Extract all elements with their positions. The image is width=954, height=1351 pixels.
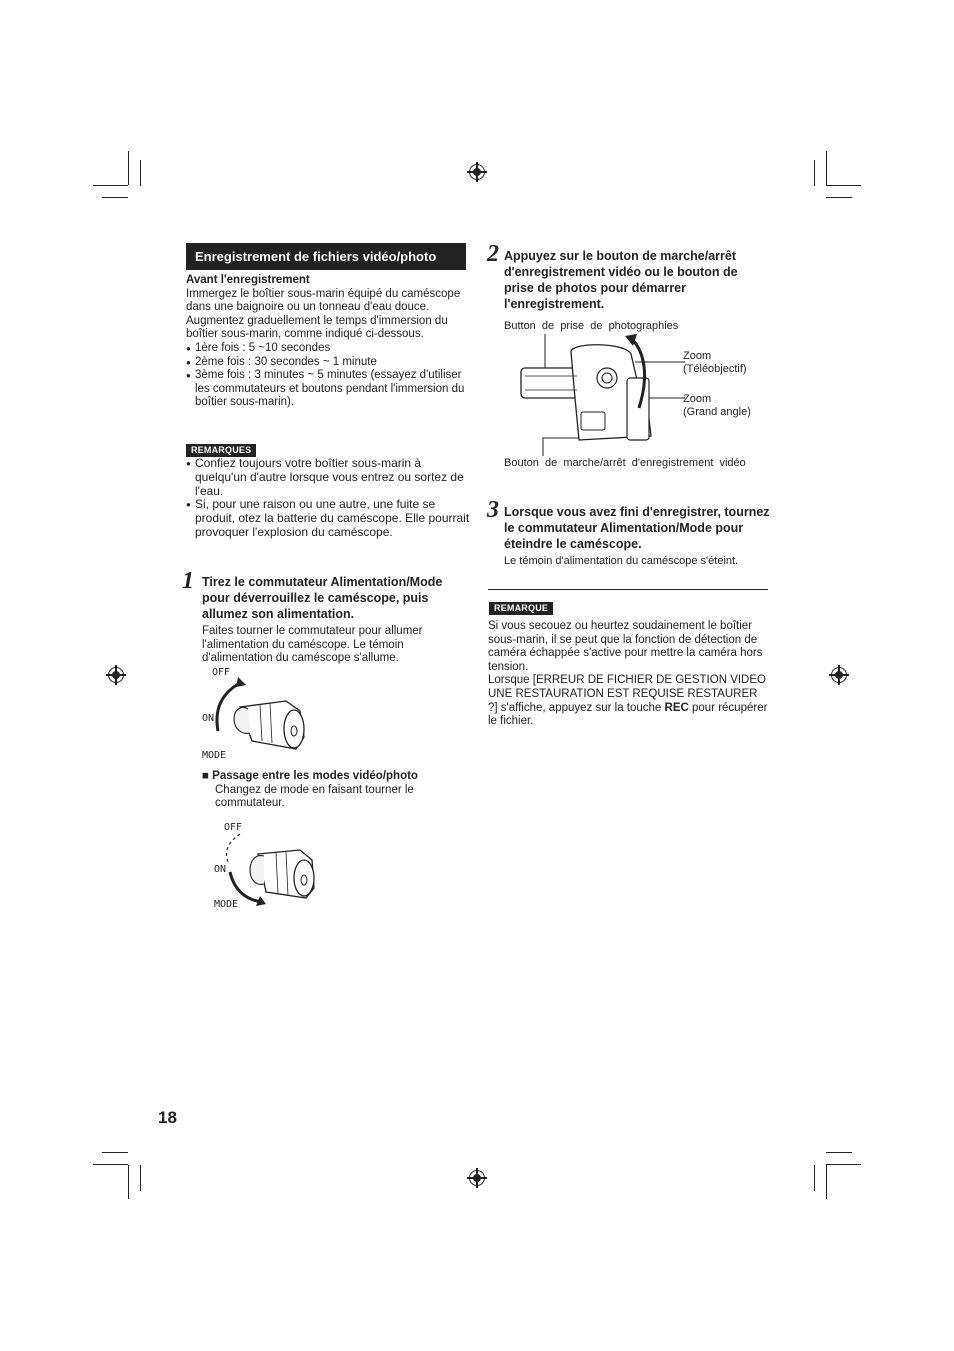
step-title: Lorsque vous avez fini d'enregistrer, tournez le commutateur Alimentation/Mode pour éteindre le caméscope. — [504, 505, 770, 551]
registration-mark-icon — [469, 164, 485, 180]
step-number: 3 — [487, 497, 499, 523]
zoom-tele-label-line2: (Téléobjectif) — [683, 363, 747, 375]
dial-label-mode: MODE — [214, 899, 239, 910]
photo-button-label: Button de prise de photographies — [504, 320, 679, 332]
crop-mark — [93, 1164, 128, 1165]
crop-mark — [814, 160, 815, 186]
list-item: ● 1ère fois : 5 ~10 secondes — [186, 342, 471, 356]
subsection-body: Changez de mode en faisant tourner le commutateur. — [215, 783, 414, 810]
crop-mark — [102, 1152, 128, 1153]
crop-mark — [140, 160, 141, 186]
list-item: ● 3ème fois : 3 minutes ~ 5 minutes (essayez d'utiliser les commutateurs et boutons pendant l'immersion du boîtier sous-marin). — [186, 369, 471, 410]
step-body: Faites tourner le commutateur pour allumer l'alimentation du caméscope. Le témoin d'alimentation du caméscope s'allume. — [202, 625, 423, 665]
crop-mark — [826, 1164, 861, 1165]
section-title: Enregistrement de fichiers vidéo/photo — [186, 243, 466, 270]
before-recording-block — [186, 274, 471, 410]
crop-mark — [128, 1165, 129, 1199]
remarques-list — [186, 457, 471, 540]
zoom-wide-label-line2: (Grand angle) — [683, 406, 751, 418]
rec-key-label: REC — [664, 701, 689, 714]
record-button-label: Bouton de marche/arrêt d'enregistrement vidéo — [504, 457, 746, 469]
zoom-tele-label — [683, 350, 747, 376]
remarque-text: Lorsque [ERREUR DE FICHIER DE GESTION VIDEO UNE RESTAURATION EST REQUISE RESTAURER ?] s'affiche, appuyez sur la touche — [488, 674, 766, 714]
power-mode-dial-illustration — [200, 665, 330, 765]
crop-mark — [826, 151, 827, 185]
crop-mark — [102, 197, 128, 198]
immersion-list — [186, 342, 471, 410]
step-number: 2 — [487, 241, 499, 267]
mode-switch-subsection — [202, 770, 462, 811]
remarque-block — [488, 620, 770, 729]
remarques-badge: REMARQUES — [186, 444, 256, 457]
registration-mark-icon — [469, 1170, 485, 1186]
zoom-wide-label — [683, 393, 751, 419]
crop-mark — [93, 185, 128, 186]
square-bullet-icon: ■ — [202, 770, 209, 782]
list-item: ● Confiez toujours votre boîtier sous-marin à quelqu'un d'autre lorsque vous entrez ou sortez de l'eau. — [186, 457, 471, 498]
crop-mark — [826, 197, 852, 198]
subsection-title: Passage entre les modes vidéo/photo — [212, 770, 418, 782]
remarques-block — [186, 457, 471, 540]
registration-mark-icon — [108, 667, 124, 683]
remarque-paragraph — [488, 674, 770, 728]
camera-housing-icon — [505, 332, 685, 458]
list-item: ● 2ème fois : 30 secondes ~ 1 minute — [186, 356, 471, 370]
registration-mark-icon — [831, 667, 847, 683]
remarque-text: pour récupérer le fichier. — [488, 701, 768, 728]
remarque-badge: REMARQUE — [489, 602, 553, 615]
camera-housing-illustration — [505, 332, 685, 458]
before-paragraph: Augmentez graduellement le temps d'immersion du boîtier sous-marin, comme indiqué ci-dessous. — [186, 314, 448, 341]
dial-label-on: ON — [214, 864, 227, 875]
crop-mark — [814, 1165, 815, 1191]
crop-mark — [128, 151, 129, 185]
step-title: Appuyez sur le bouton de marche/arrêt d'enregistrement vidéo ou le bouton de prise de photos pour démarrer l'enregistrement. — [504, 249, 738, 311]
mode-dial-illustration — [212, 820, 332, 915]
crop-mark — [826, 1152, 852, 1153]
dial-label-mode: MODE — [202, 750, 227, 761]
step-title: Tirez le commutateur Alimentation/Mode pour déverrouillez le caméscope, puis allumez son alimentation. — [202, 575, 443, 621]
before-recording-heading: Avant l'enregistrement — [186, 274, 310, 286]
zoom-wide-label-line1: Zoom — [683, 393, 712, 405]
dial-label-off: OFF — [212, 667, 231, 678]
crop-mark — [826, 1165, 827, 1199]
zoom-tele-label-line1: Zoom — [683, 350, 712, 362]
step-body: Le témoin d'alimentation du caméscope s'éteint. — [504, 555, 739, 567]
remarque-paragraph: Si vous secouez ou heurtez soudainement le boîtier sous-marin, il se peut que la fonction de détection de caméra échappée s'active pour mettre la caméra hors tension. — [488, 620, 763, 673]
page-number: 18 — [158, 1108, 177, 1127]
crop-mark — [140, 1165, 141, 1191]
list-item: ● Si, pour une raison ou une autre, une fuite se produit, otez la batterie du caméscope. Elle pourrait provoquer l'explosion du caméscope. — [186, 498, 471, 539]
crop-mark — [826, 185, 861, 186]
step-number: 1 — [182, 568, 194, 594]
divider — [488, 589, 768, 590]
dial-label-off: OFF — [224, 822, 243, 833]
dial-label-on: ON — [202, 713, 215, 724]
before-paragraph: Immergez le boîtier sous-marin équipé du caméscope dans une baignoire ou un tonneau d'eau douce. — [186, 287, 461, 314]
